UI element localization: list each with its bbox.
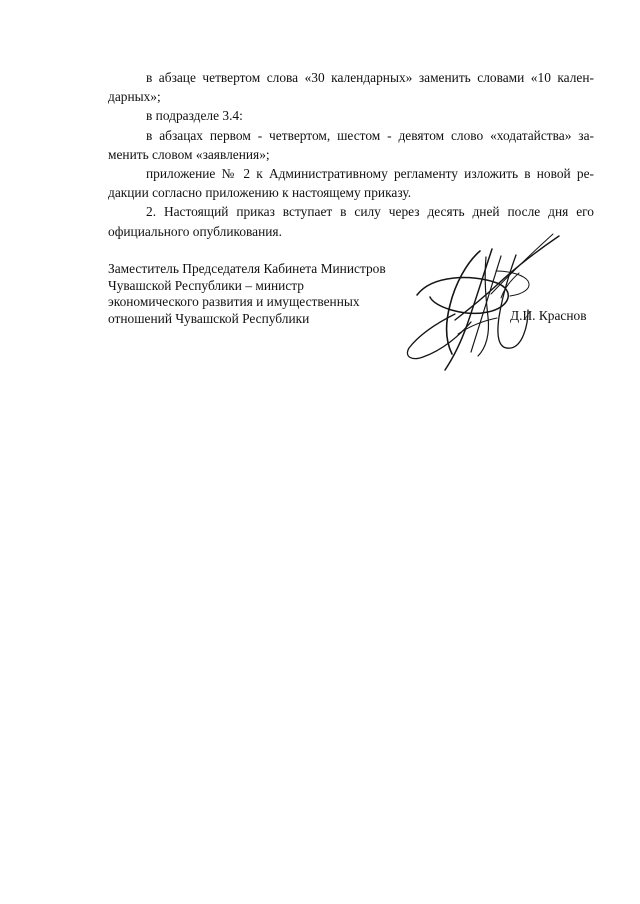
paragraph-appendix — [108, 164, 594, 202]
handwritten-signature — [400, 226, 570, 376]
paragraph-word-replacement — [108, 126, 594, 164]
position-line: Чувашской Республики – министр — [108, 277, 304, 293]
position-line: отношений Чувашской Республики — [108, 310, 310, 326]
paragraph-line: дарных»; — [108, 89, 161, 105]
paragraph-line: дакции согласно приложению к настоящему приказу. — [108, 185, 412, 201]
paragraph-calendar-days — [108, 68, 594, 106]
paragraph-line: официального опубликования. — [108, 223, 282, 239]
position-line: Заместитель Председателя Кабинета Министров — [108, 261, 386, 276]
position-line: экономического развития и имущественных — [108, 294, 360, 310]
paragraph-line: приложение № 2 к Административному регламенту изложить в новой ре- — [146, 166, 594, 182]
paragraph-line: в подразделе 3.4: — [146, 108, 243, 124]
paragraph-line: менить словом «заявления»; — [108, 146, 270, 162]
signatory-position — [108, 261, 408, 327]
paragraph-line: 2. Настоящий приказ вступает в силу через десять дней после дня его — [146, 204, 594, 220]
signatory-name: Д.И. Краснов — [510, 308, 587, 323]
paragraph-line: в абзацах первом - четвертом, шестом - девятом слово «ходатайства» за- — [146, 127, 594, 143]
paragraph-line: в абзаце четвертом слова «30 календарных» заменить словами «10 кален- — [146, 70, 594, 85]
document-body — [108, 68, 594, 241]
paragraph-subsection — [108, 106, 594, 125]
